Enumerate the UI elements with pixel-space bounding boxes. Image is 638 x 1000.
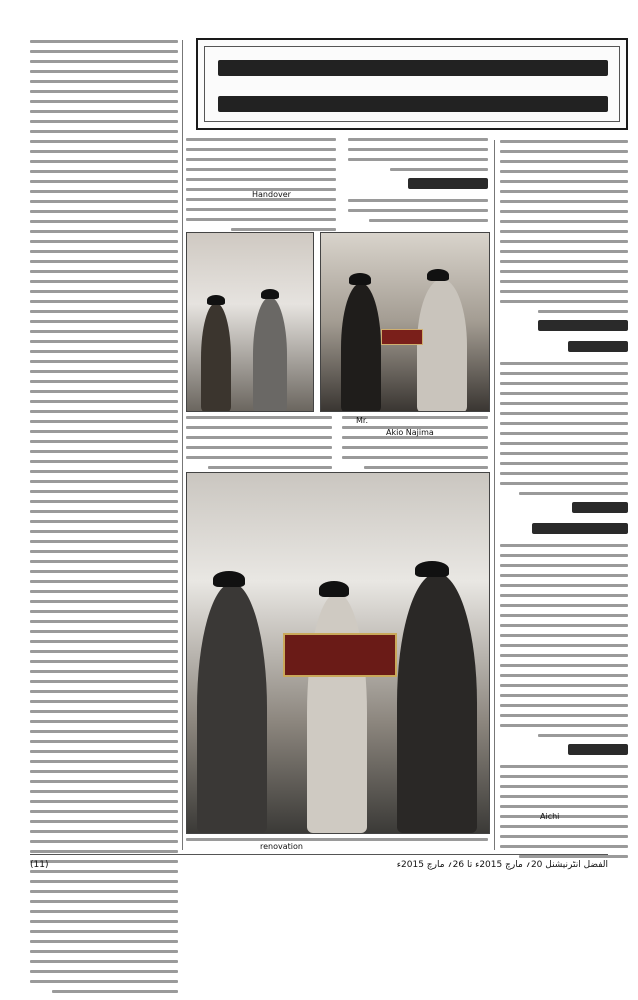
section-heading bbox=[532, 523, 628, 534]
photo-presentation-left bbox=[186, 232, 314, 412]
section-heading bbox=[568, 341, 628, 352]
framed-gift bbox=[381, 329, 423, 345]
column-rule bbox=[182, 40, 183, 850]
figure bbox=[341, 283, 381, 412]
headline-line-1 bbox=[218, 60, 608, 76]
latin-fragment-renovation: renovation bbox=[260, 842, 303, 851]
column-rule bbox=[494, 140, 495, 850]
figure bbox=[397, 573, 477, 833]
section-heading bbox=[538, 320, 628, 331]
bottom-center-text bbox=[186, 838, 488, 848]
section-heading bbox=[408, 178, 488, 189]
section-heading bbox=[568, 744, 628, 755]
page-footer bbox=[30, 860, 608, 874]
cap bbox=[427, 269, 449, 281]
figure bbox=[253, 297, 287, 412]
cap bbox=[415, 561, 449, 577]
figure bbox=[201, 303, 231, 412]
latin-fragment-handover: Handover bbox=[252, 190, 291, 199]
cap bbox=[349, 273, 371, 285]
photo-brick-ceremony bbox=[186, 472, 490, 834]
headline-line-2 bbox=[218, 96, 608, 112]
figure bbox=[417, 279, 467, 412]
latin-fragment-aichi: Aichi bbox=[540, 812, 560, 821]
cap bbox=[207, 295, 225, 305]
column-left bbox=[30, 40, 178, 1000]
cap bbox=[261, 289, 279, 299]
figure bbox=[307, 593, 367, 833]
photo-presentation-right bbox=[320, 232, 490, 412]
cap bbox=[213, 571, 245, 587]
section-heading bbox=[572, 502, 628, 513]
footer-rule bbox=[30, 854, 608, 855]
masthead-date: الفضل انٹرنیشنل 20؍ مارچ 2015ء تا 26؍ مارچ 2015ء bbox=[396, 860, 608, 870]
page-number: (11) bbox=[30, 860, 49, 870]
headline-banner bbox=[196, 38, 628, 130]
figure bbox=[197, 583, 267, 833]
latin-fragment-name: Akio Najima bbox=[386, 428, 434, 437]
latin-fragment-mr: Mr. bbox=[356, 416, 368, 425]
cap bbox=[319, 581, 349, 597]
brick-box bbox=[283, 633, 397, 677]
column-right bbox=[500, 140, 628, 865]
intro-text-block bbox=[186, 130, 488, 226]
